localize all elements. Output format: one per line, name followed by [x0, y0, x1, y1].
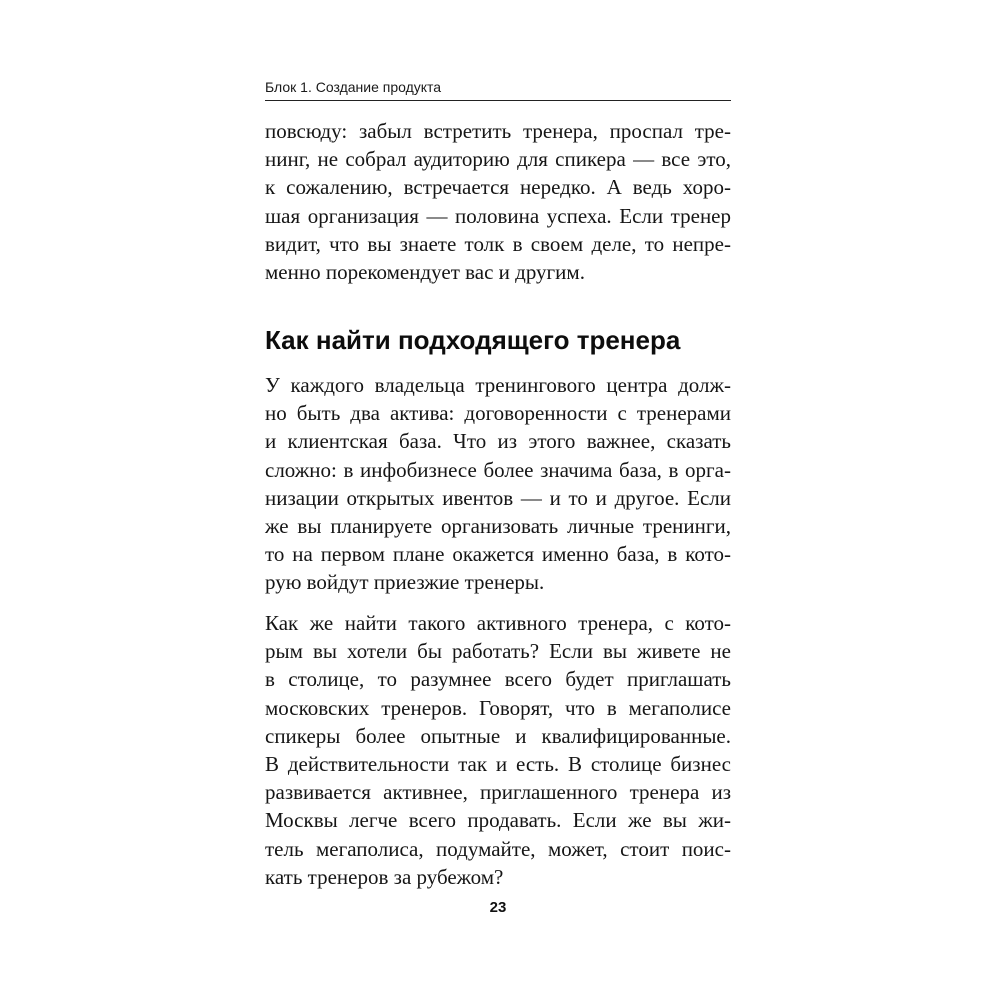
text-line: тель мегаполиса, подумайте, может, стоит поис- [265, 836, 731, 861]
paragraph-2 [265, 371, 731, 597]
text-line: В действительности так и есть. В столице бизнес [265, 752, 731, 777]
text-line: и клиентская база. Что из этого важнее, сказать [265, 429, 731, 454]
text-line: но быть два актива: договоренности с тренерами [265, 401, 731, 426]
text-line: рую войдут приезжие тренеры. [265, 570, 545, 595]
text-line: видит, что вы знаете толк в своем деле, то непре- [265, 231, 731, 256]
text-line: же вы планируете организовать личные тренинги, [265, 514, 731, 539]
text-line: нинг, не собрал аудиторию для спикера — все это, [265, 147, 731, 172]
paragraph-3 [265, 609, 731, 891]
text-line: шая организация — половина успеха. Если тренер [265, 203, 731, 228]
text-line: московских тренеров. Говорят, что в мегаполисе [265, 695, 731, 720]
page-number: 23 [489, 899, 507, 916]
text-line: У каждого владельца тренингового центра долж- [265, 373, 731, 397]
text-line: Как же найти такого активного тренера, с кото- [265, 611, 731, 635]
section-heading: Как найти подходящего тренера [265, 325, 681, 355]
text-line: рым вы хотели бы работать? Если вы живете не [265, 639, 731, 664]
text-line: Москвы легче всего продавать. Если же вы жи- [265, 808, 731, 833]
running-head: Блок 1. Создание продукта [265, 78, 731, 101]
text-line: к сожалению, встречается нередко. А ведь хоро- [265, 175, 731, 200]
paragraph-1 [265, 117, 731, 286]
text-line: низации открытых ивентов — и то и другое. Если [265, 485, 731, 510]
text-line: сложно: в инфобизнесе более значима база, в орга- [265, 457, 731, 482]
text-line: развивается активнее, приглашенного тренера из [265, 780, 731, 805]
text-line: менно порекомендует вас и другим. [265, 260, 585, 285]
text-line: то на первом плане окажется именно база, в кото- [265, 542, 731, 567]
text-line: в столице, то разумнее всего будет приглашать [265, 667, 731, 692]
text-line: спикеры более опытные и квалифицированные. [265, 723, 731, 748]
text-line: кать тренеров за рубежом? [265, 864, 504, 889]
text-line: повсюду: забыл встретить тренера, проспал тре- [265, 119, 731, 143]
